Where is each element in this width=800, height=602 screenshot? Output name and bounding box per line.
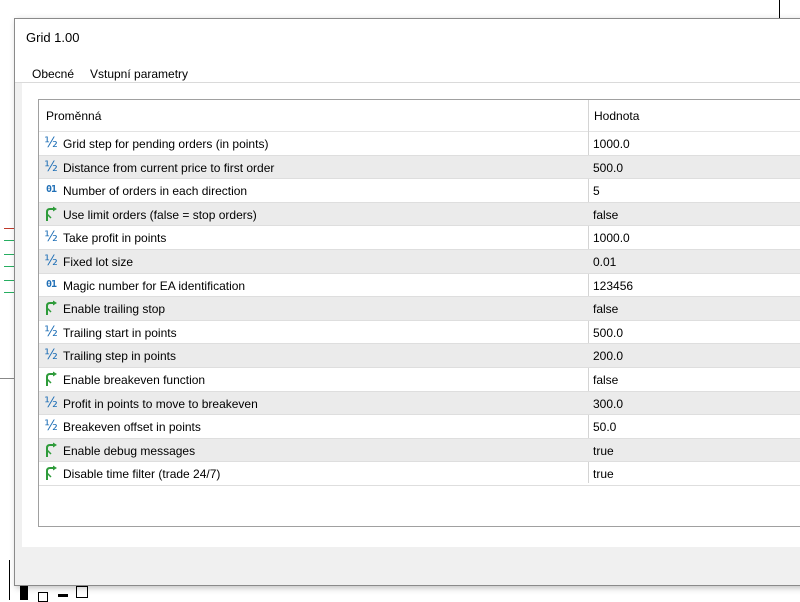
half-icon: ½ bbox=[44, 418, 58, 435]
bool-arrow-icon bbox=[43, 371, 59, 387]
parameter-name: Trailing start in points bbox=[63, 325, 177, 340]
parameter-value[interactable]: 123456 bbox=[593, 278, 634, 293]
parameter-value[interactable]: 200.0 bbox=[593, 349, 624, 364]
title-bar[interactable] bbox=[15, 19, 800, 55]
parameters-grid bbox=[38, 99, 800, 527]
integer-icon: 01 bbox=[45, 278, 57, 290]
integer-icon: 01 bbox=[45, 184, 57, 196]
parameter-value[interactable]: false bbox=[593, 302, 619, 317]
parameter-name: Breakeven offset in points bbox=[63, 420, 201, 435]
grid-header bbox=[39, 100, 800, 132]
chart-vertical-line bbox=[9, 560, 10, 600]
half-icon: ½ bbox=[44, 252, 58, 269]
chart-candle bbox=[20, 586, 28, 600]
grid-rows bbox=[39, 132, 800, 486]
table-row[interactable] bbox=[39, 132, 800, 156]
parameter-name: Distance from current price to first order bbox=[63, 160, 275, 175]
chart-candle bbox=[58, 594, 68, 597]
parameter-name: Disable time filter (trade 24/7) bbox=[63, 467, 221, 482]
parameter-name: Use limit orders (false = stop orders) bbox=[63, 207, 257, 222]
chart-tick bbox=[4, 280, 14, 281]
parameter-name: Enable trailing stop bbox=[63, 302, 166, 317]
chart-tick bbox=[4, 240, 14, 241]
bool-arrow-icon bbox=[43, 465, 59, 481]
column-header-value[interactable]: Hodnota bbox=[594, 109, 640, 123]
chart-tick bbox=[4, 254, 14, 255]
table-row[interactable] bbox=[39, 156, 800, 180]
table-row[interactable] bbox=[39, 344, 800, 368]
parameter-value[interactable]: 300.0 bbox=[593, 396, 624, 411]
chart-candle bbox=[38, 592, 48, 602]
tab-input-parameters[interactable]: Vstupní parametry bbox=[90, 67, 189, 81]
bool-arrow-icon bbox=[43, 442, 59, 458]
table-row[interactable] bbox=[39, 462, 800, 486]
column-header-variable[interactable]: Proměnná bbox=[46, 109, 102, 123]
parameter-value[interactable]: 1000.0 bbox=[593, 137, 630, 151]
table-row[interactable] bbox=[39, 250, 800, 274]
parameter-name: Profit in points to move to breakeven bbox=[63, 396, 258, 411]
half-icon: ½ bbox=[44, 394, 58, 411]
parameter-value[interactable]: false bbox=[593, 372, 619, 387]
parameter-value[interactable]: 500.0 bbox=[593, 325, 624, 340]
parameter-name: Number of orders in each direction bbox=[63, 184, 248, 199]
parameter-name: Enable breakeven function bbox=[63, 372, 206, 387]
parameter-name: Grid step for pending orders (in points) bbox=[63, 137, 269, 151]
parameter-name: Trailing step in points bbox=[63, 349, 176, 364]
table-row[interactable] bbox=[39, 297, 800, 321]
parameter-name: Fixed lot size bbox=[63, 254, 134, 269]
parameter-value[interactable]: 500.0 bbox=[593, 160, 624, 175]
parameter-value[interactable]: 1000.0 bbox=[593, 231, 630, 246]
parameter-name: Enable debug messages bbox=[63, 443, 196, 458]
parameter-value[interactable]: 50.0 bbox=[593, 420, 617, 435]
table-row[interactable] bbox=[39, 392, 800, 416]
table-row[interactable] bbox=[39, 226, 800, 250]
table-row[interactable] bbox=[39, 321, 800, 345]
chart-tick bbox=[4, 228, 14, 229]
bool-arrow-icon bbox=[43, 206, 59, 222]
table-row[interactable] bbox=[39, 439, 800, 463]
tab-general[interactable]: Obecné bbox=[32, 67, 75, 81]
properties-dialog bbox=[14, 18, 800, 586]
bool-arrow-icon bbox=[43, 300, 59, 316]
table-row[interactable] bbox=[39, 274, 800, 298]
half-icon: ½ bbox=[44, 347, 58, 364]
half-icon: ½ bbox=[44, 229, 58, 246]
table-row[interactable] bbox=[39, 179, 800, 203]
parameter-value[interactable]: 0.01 bbox=[593, 254, 617, 269]
parameter-name: Take profit in points bbox=[63, 231, 167, 246]
chart-tick bbox=[4, 266, 14, 267]
window-title: Grid 1.00 bbox=[26, 30, 80, 45]
half-icon: ½ bbox=[44, 158, 58, 175]
chart-vertical-line bbox=[779, 0, 780, 18]
table-row[interactable] bbox=[39, 368, 800, 392]
chart-tick bbox=[4, 292, 14, 293]
parameter-name: Magic number for EA identification bbox=[63, 278, 246, 293]
half-icon: ½ bbox=[44, 135, 58, 151]
tab-strip bbox=[15, 55, 800, 83]
parameter-value[interactable]: false bbox=[593, 207, 619, 222]
parameter-value[interactable]: true bbox=[593, 467, 614, 482]
parameter-value[interactable]: true bbox=[593, 443, 614, 458]
chart-candle bbox=[76, 586, 88, 598]
half-icon: ½ bbox=[44, 323, 58, 340]
table-row[interactable] bbox=[39, 415, 800, 439]
parameter-value[interactable]: 5 bbox=[593, 184, 600, 199]
chart-horizontal-line bbox=[0, 378, 14, 379]
table-row[interactable] bbox=[39, 203, 800, 227]
